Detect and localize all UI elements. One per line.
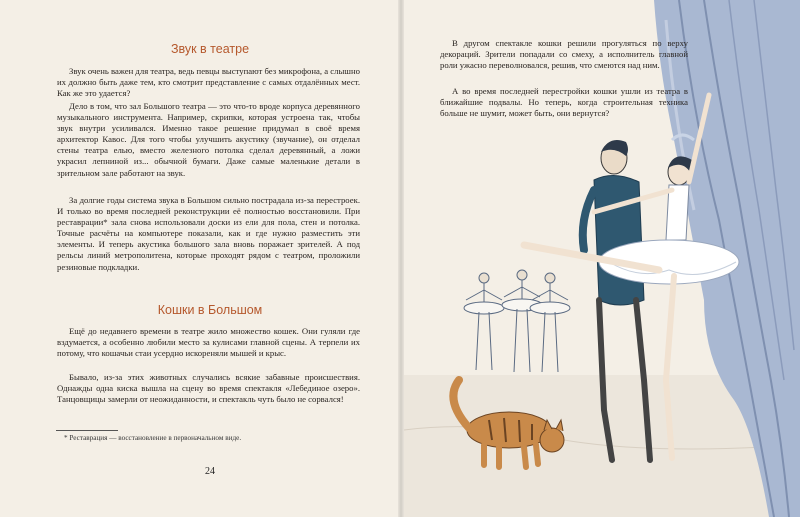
- section-title-cats: Кошки в Большом: [157, 303, 263, 317]
- footnote: * Реставрация — восстановление в первоначальном виде.: [64, 434, 242, 442]
- paragraph: Звук очень важен для театра, ведь певцы выступают без микрофона, а слышно их должно быть даже тем, кто смотрит представление с самых отдалённых мест. Как же это удается?: [57, 66, 360, 99]
- section-title-sound: Звук в театре: [170, 42, 250, 56]
- paragraph: Бывало, из-за этих животных случались всякие забавные происшествия. Однажды одна киска вышла на сцену во время спектакля «Лебединое озеро». Танцовщицы замерли от неожиданности, и спектакль чуть было не сорвался!: [57, 372, 360, 405]
- paragraph: За долгие годы система звука в Большом сильно пострадала из-за перестроек. И только во время последней реконструкции её полностью восстановили. При реставрации* зала снова использовали доски из ели для пола, стен и потолка. Точные расчёты на компьютере показали, как и где нужно разместить эти элементы. И теперь акустика большого зала вновь поражает зрителей. А под рельсы линий метрополитена, которые проходят рядом с театром, проложили резиновые подкладки.: [57, 195, 360, 272]
- paragraph: Дело в том, что зал Большого театра — это что-то вроде корпуса деревянного музыкального инструмента. Например, скрипки, которая устроена так, чтобы звук внутри усиливался. Именно такое решение придумал в своё время архитектор Кавос. Для того чтобы улучшить акустику (звучание), он отделал стены театра елью, вместо железного потолка сделал деревянный, а ложи украсил лепниной из... обычной бумаги. Даже самые маленькие детали в зрительном зале работают на звук.: [57, 101, 360, 178]
- ballet-illustration: [404, 0, 800, 517]
- paragraph: Ещё до недавнего времени в театре жило множество кошек. Они гуляли где вздумается, а особенно любили место за кулисами главной сцены. А терпели их потому, что кошачьи стаи усердно искореняли мышей и крыс.: [57, 326, 360, 359]
- page-number: 24: [205, 466, 215, 477]
- paragraph: В другом спектакле кошки решили прогуляться по верху декораций. Зрители попадали со смеху, а исполнитель главной роли ужасно переволновался, решив, что смеются над ним.: [440, 38, 688, 71]
- ballerina-icon: [464, 273, 504, 370]
- paragraph: А во время последней перестройки кошки ушли из театра в ближайшие подвалы. Но теперь, когда строительная техника больше не шумит, может быть, они вернутся?: [440, 86, 688, 119]
- footnote-rule: [56, 430, 118, 431]
- ballerina-icon: [502, 270, 542, 372]
- ballerina-icon: [530, 273, 570, 372]
